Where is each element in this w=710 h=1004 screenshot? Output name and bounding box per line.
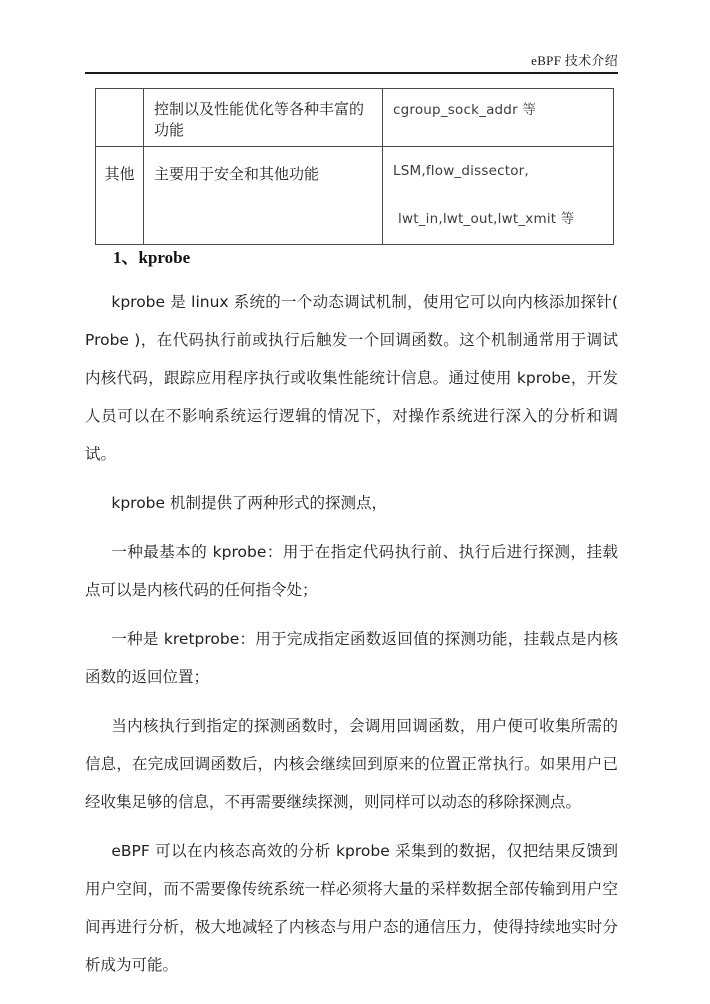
program-types-line: cgroup_sock_addr 等 xyxy=(393,102,537,118)
paragraph: eBPF 可以在内核态高效的分析 kprobe 采集到的数据，仅把结果反馈到用户空间，而不需要像传统系统一样必须将大量的采样数据全部传输到用户空间再进行分析，极大地减轻了内核态与用户态的通信压力，使得持续地实时分析成为可能。 xyxy=(85,842,618,974)
page-header xyxy=(85,50,618,69)
program-types-line: lwt_in,lwt_out,lwt_xmit 等 xyxy=(398,211,575,227)
program-types-line: LSM,flow_dissector, xyxy=(393,163,529,179)
document-body xyxy=(85,247,618,984)
header-title: eBPF 技术介绍 xyxy=(531,53,618,68)
paragraph: 一种最基本的 kprobe：用于在指定代码执行前、执行后进行探测，挂载点可以是内核代码的任何指令处； xyxy=(85,543,618,599)
paragraph: 一种是 kretprobe：用于完成指定函数返回值的探测功能，挂载点是内核函数的返回位置； xyxy=(85,630,618,686)
paragraph: kprobe 机制提供了两种形式的探测点， xyxy=(111,494,387,512)
header-rule xyxy=(85,72,618,74)
table-cell-category xyxy=(96,89,144,147)
table-cell-program-types xyxy=(383,147,614,245)
ebpf-function-table xyxy=(95,88,614,245)
table-cell-description: 控制以及性能优化等各种丰富的功能 xyxy=(144,89,383,147)
table-row xyxy=(96,147,614,245)
section-heading: 1、kprobe xyxy=(113,248,191,267)
table-cell-description: 主要用于安全和其他功能 xyxy=(144,147,383,245)
table-row xyxy=(96,89,614,147)
table-cell-program-types xyxy=(383,89,614,147)
table-cell-category: 其他 xyxy=(96,147,144,245)
paragraph: 当内核执行到指定的探测函数时，会调用回调函数，用户便可收集所需的信息，在完成回调函数后，内核会继续回到原来的位置正常执行。如果用户已经收集足够的信息，不再需要继续探测，则同样可以动态的移除探测点。 xyxy=(85,717,618,811)
paragraph: kprobe 是 linux 系统的一个动态调试机制，使用它可以向内核添加探针( Probe )，在代码执行前或执行后触发一个回调函数。这个机制通常用于调试内核代码，跟踪应用程序执行或收集性能统计信息。通过使用 kprobe，开发人员可以在不影响系统运行逻辑的情况下，对操作系统进行深入的分析和调试。 xyxy=(85,293,618,463)
